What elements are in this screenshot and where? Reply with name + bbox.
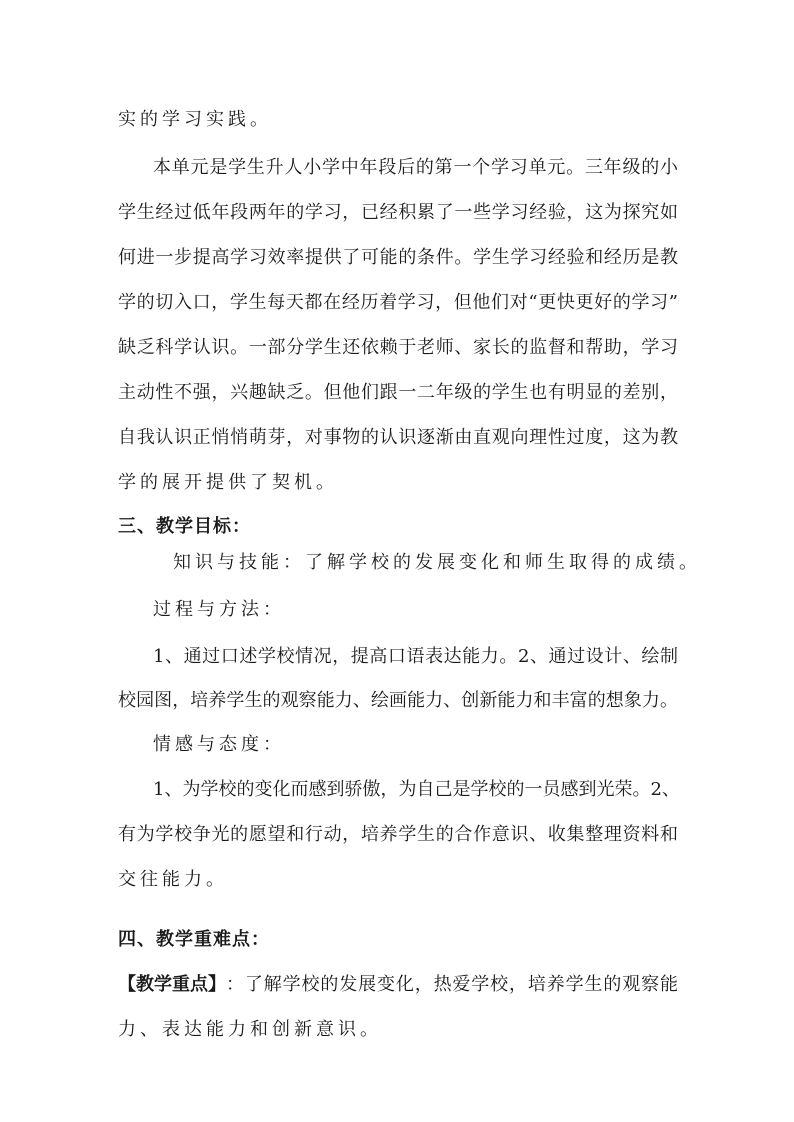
key-point-label: 【教学重点】: [118, 974, 226, 995]
emotion-label: 情感与态度：: [153, 734, 285, 755]
key-point-text: ：了解学校的发展变化，热爱学校，培养学生的观察能: [226, 974, 678, 995]
text-line: 实的学习实践。: [118, 109, 272, 130]
text-line: 自我认识正悄悄萌芽，对事物的认识逐渐由直观向理性过度，这为教: [118, 427, 678, 448]
text-line: 学的切入口，学生每天都在经历着学习，但他们对“更快更好的学习”: [118, 292, 678, 313]
knowledge-skills: 知识与技能：了解学校的发展变化和师生取得的成绩。: [173, 552, 701, 573]
text-line: 何进一步提高学习效率提供了可能的条件。学生学习经验和经历是教: [118, 247, 678, 268]
text-line: 1、为学校的变化而感到骄傲，为自己是学校的一员感到光荣。2、: [153, 779, 680, 800]
text-line: 本单元是学生升人小学中年段后的第一个学习单元。三年级的小: [153, 157, 678, 178]
text-line: [118, 973, 678, 997]
text-line: 有为学校争光的愿望和行动，培养学生的合作意识、收集整理资料和: [118, 824, 678, 845]
text-line: 交往能力。: [118, 869, 228, 890]
text-line: 学生经过低年段两年的学习，已经积累了一些学习经验，这为探究如: [118, 202, 678, 223]
text-line: 力、表达能力和创新意识。: [118, 1019, 382, 1040]
text-line: 缺乏科学认识。一部分学生还依赖于老师、家长的监督和帮助，学习: [118, 337, 678, 358]
text-line: 校园图，培养学生的观察能力、绘画能力、创新能力和丰富的想象力。: [118, 690, 678, 711]
section-heading: 三、教学目标：: [118, 516, 251, 537]
text-line: 主动性不强，兴趣缺乏。但他们跟一二年级的学生也有明显的差别，: [118, 382, 678, 403]
text-line: 学的展开提供了契机。: [118, 472, 338, 493]
process-label: 过程与方法：: [153, 599, 285, 620]
text-line: 1、通过口述学校情况，提高口语表达能力。2、通过设计、绘制: [153, 646, 678, 667]
section-heading: 四、教学重难点：: [118, 929, 270, 950]
